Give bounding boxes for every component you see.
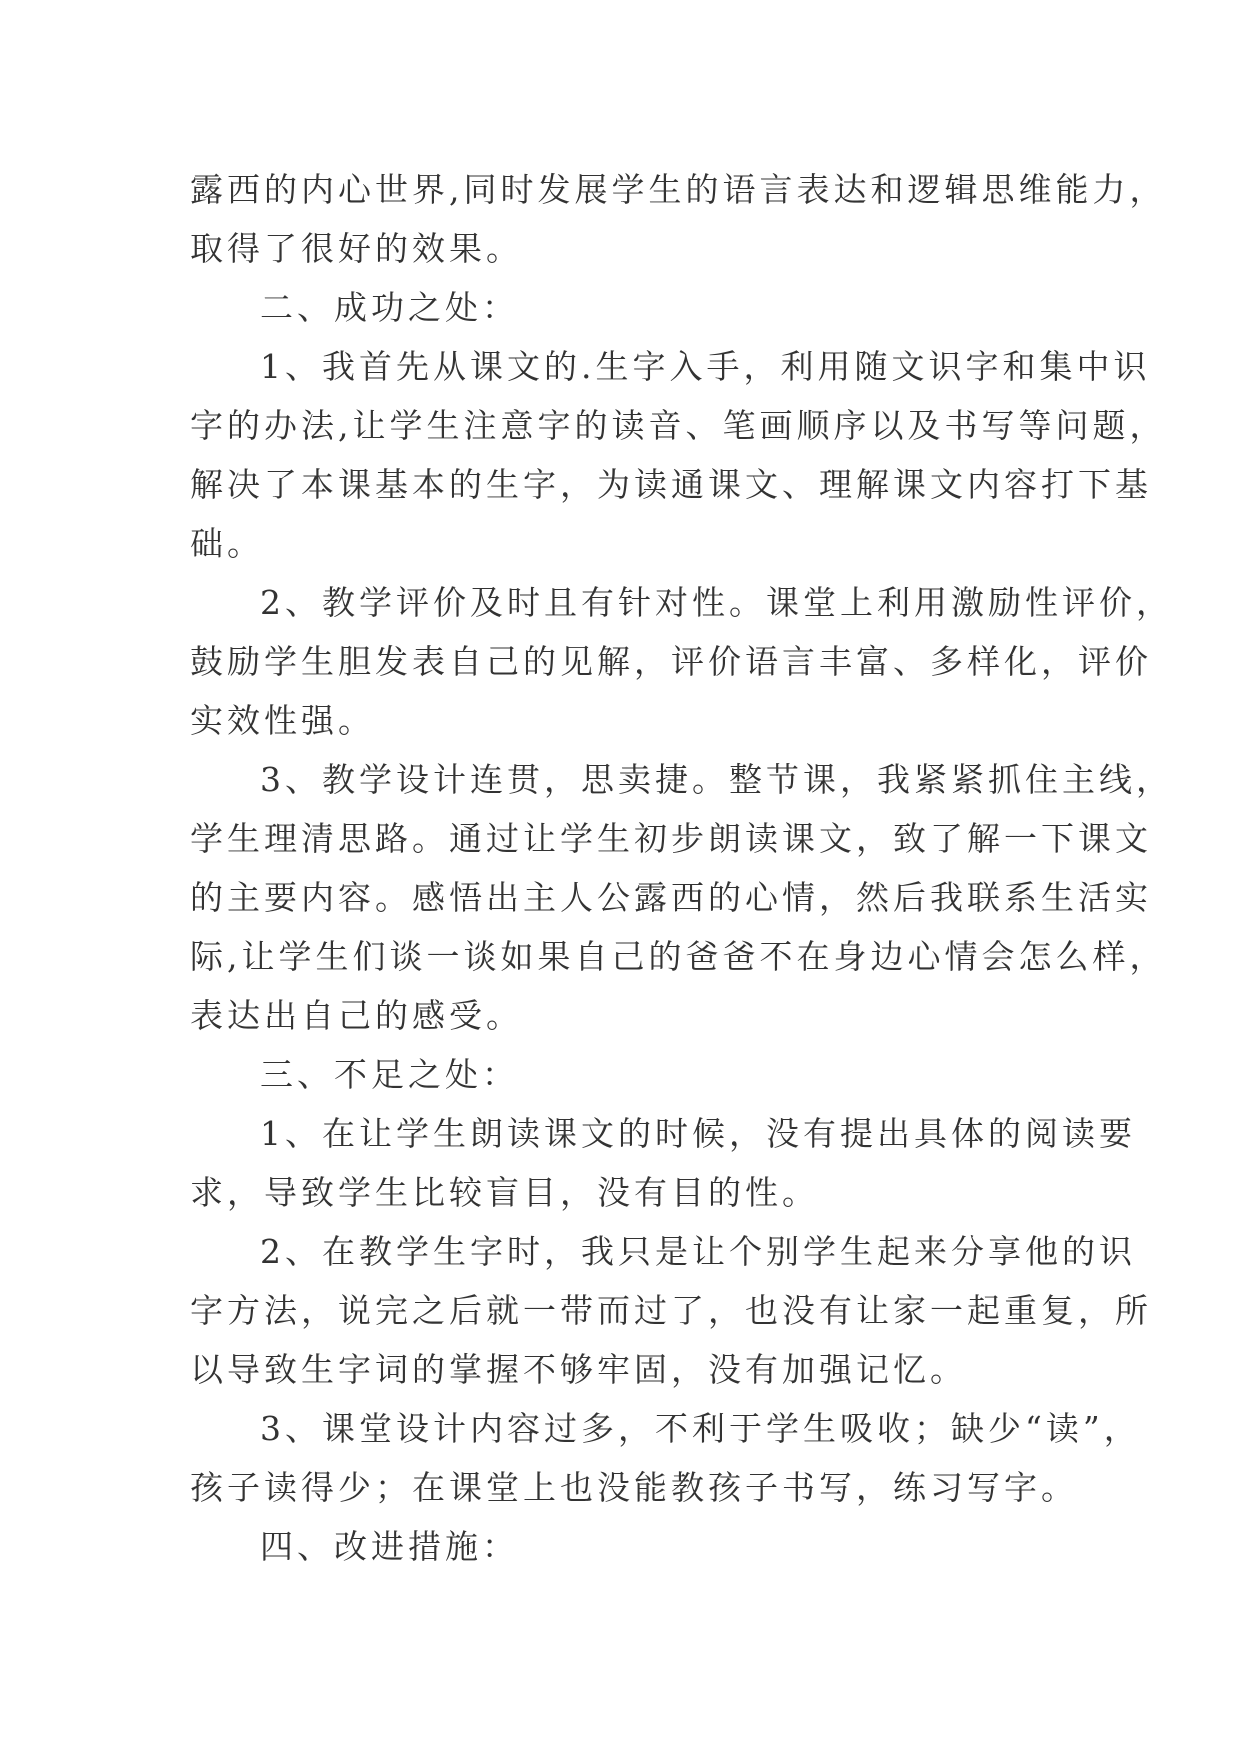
text-line: 鼓励学生胆发表自己的见解，评价语言丰富、多样化，评价 [190,642,1152,681]
text-line: 础。 [190,524,264,563]
text-line: 实效性强。 [190,701,375,740]
text-line: 2、教学评价及时且有针对性。课堂上利用激励性评价， [260,583,1173,622]
text-line: 孩子读得少；在课堂上也没能教孩子书写，练习写字。 [190,1468,1078,1507]
section-heading: 二、成功之处： [260,288,519,327]
text-line: 3、课堂设计内容过多，不利于学生吸收；缺少“读”， [260,1409,1141,1448]
text-line: 表达出自己的感受。 [190,996,523,1035]
text-line: 3、教学设计连贯，思卖捷。整节课，我紧紧抓住主线， [260,760,1173,799]
text-line: 露西的内心世界,同时发展学生的语言表达和逻辑思维能力， [190,170,1167,209]
text-line: 以导致生字词的掌握不够牢固，没有加强记忆。 [190,1350,967,1389]
text-line: 取得了很好的效果。 [190,229,523,268]
text-line: 际,让学生们谈一谈如果自己的爸爸不在身边心情会怎么样， [190,937,1167,976]
text-line: 字方法，说完之后就一带而过了，也没有让家一起重复，所 [190,1291,1152,1330]
text-line: 字的办法,让学生注意字的读音、笔画顺序以及书写等问题， [190,406,1167,445]
text-line: 的主要内容。感悟出主人公露西的心情，然后我联系生活实 [190,878,1152,917]
text-line: 学生理清思路。通过让学生初步朗读课文，致了解一下课文 [190,819,1152,858]
text-line: 求，导致学生比较盲目，没有目的性。 [190,1173,819,1212]
section-heading: 三、不足之处： [260,1055,519,1094]
document-body [190,160,1173,1576]
text-line: 解决了本课基本的生字，为读通课文、理解课文内容打下基 [190,465,1152,504]
section-heading: 四、改进措施： [260,1527,519,1566]
text-line: 2、在教学生字时，我只是让个别学生起来分享他的识 [260,1232,1136,1271]
text-line: 1、在让学生朗读课文的时候，没有提出具体的阅读要 [260,1114,1136,1153]
text-line: 1、我首先从课文的.生字入手，利用随文识字和集中识 [260,347,1151,386]
